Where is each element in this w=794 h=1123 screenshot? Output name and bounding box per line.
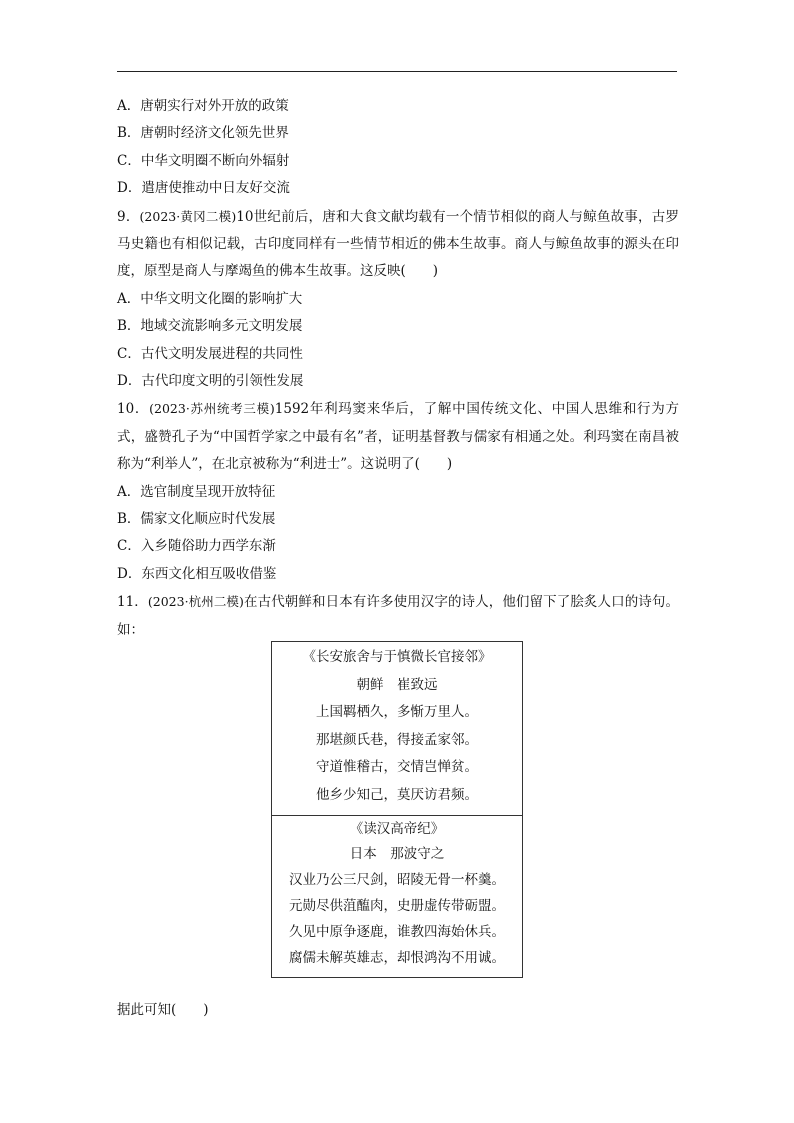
poem-title: 《读汉高帝纪》	[349, 821, 445, 837]
poem-line: 久见中原争逐鹿，谁教四海始休兵。	[289, 924, 505, 940]
question-text: 10世纪前后，唐和大食文献均载有一个情节相似的商人与鲸鱼故事，古罗马史籍也有相似记载，古印度同样有一些情节相近的佛本生故事。商人与鲸鱼故事的源头在印度，原型是商人与摩竭鱼的佛本生故事。这反映( )	[117, 208, 679, 280]
header-rule	[117, 71, 677, 72]
question-10	[117, 395, 679, 478]
question-9	[117, 203, 679, 286]
poem-line: 元勋尽供菹醢肉，史册虚传带砺盟。	[289, 898, 505, 914]
poem-line: 他乡少知己，莫厌访君频。	[316, 786, 478, 803]
question-number: 11．	[117, 594, 148, 611]
question-content	[117, 93, 679, 644]
question-number: 10．	[117, 401, 150, 418]
option-d[interactable]: D．遣唐使推动中日友好交流	[117, 180, 290, 197]
option-c[interactable]: C．入乡随俗助力西学东渐	[117, 538, 276, 555]
poem-korean	[272, 642, 522, 815]
option-d[interactable]: D．东西文化相互吸收借鉴	[117, 565, 277, 582]
question-number: 9．	[117, 208, 140, 225]
poem-title: 《长安旅舍与于慎微长官接邻》	[302, 649, 492, 665]
poem-line: 腐儒未解英雄志，却恨鸿沟不用诚。	[289, 950, 505, 966]
option-c[interactable]: C．古代文明发展进程的共同性	[117, 345, 303, 362]
option-c[interactable]: C．中华文明圈不断向外辐射	[117, 152, 290, 169]
option-b[interactable]: B．儒家文化顺应时代发展	[117, 510, 276, 527]
question-text: 1592年利玛窦来华后，了解中国传统文化、中国人思维和行为方式，盛赞孔子为“中国哲学家之中最有名”者，证明基督教与儒家有相通之处。利玛窦在南昌被称为“利举人”，在北京被称为“利进士”。这说明了( )	[117, 401, 679, 473]
poem-author: 日本 那波守之	[349, 846, 445, 862]
option-d[interactable]: D．古代印度文明的引领性发展	[117, 372, 304, 389]
option-b[interactable]: B．唐朝时经济文化领先世界	[117, 125, 289, 142]
question-11	[117, 588, 679, 644]
question-text: 在古代朝鲜和日本有许多使用汉字的诗人，他们留下了脍炙人口的诗句。如：	[117, 594, 679, 638]
poem-japanese	[272, 815, 522, 977]
option-a[interactable]: A．唐朝实行对外开放的政策	[117, 98, 289, 114]
question-stem-tail: 据此可知( )	[117, 1002, 209, 1018]
question-source: (2023·杭州二模)	[147, 594, 244, 610]
question-source: (2023·黄冈二模)	[139, 208, 237, 224]
poem-line: 汉业乃公三尺剑，昭陵无骨一杯羹。	[289, 872, 505, 888]
option-a[interactable]: A．中华文明文化圈的影响扩大	[117, 290, 303, 307]
poem-line: 上国羁栖久，多惭万里人。	[316, 704, 478, 720]
option-b[interactable]: B．地域交流影响多元文明发展	[117, 318, 303, 335]
poem-box	[271, 641, 523, 978]
poem-line: 守道惟稽古，交情岂惮贫。	[316, 759, 478, 775]
question-source: (2023·苏州统考三模)	[149, 401, 275, 417]
poem-author: 朝鲜 崔致远	[356, 677, 438, 693]
option-a[interactable]: A．选官制度呈现开放特征	[117, 483, 276, 500]
poem-line: 那堪颜氏巷，得接孟家邻。	[316, 731, 478, 748]
